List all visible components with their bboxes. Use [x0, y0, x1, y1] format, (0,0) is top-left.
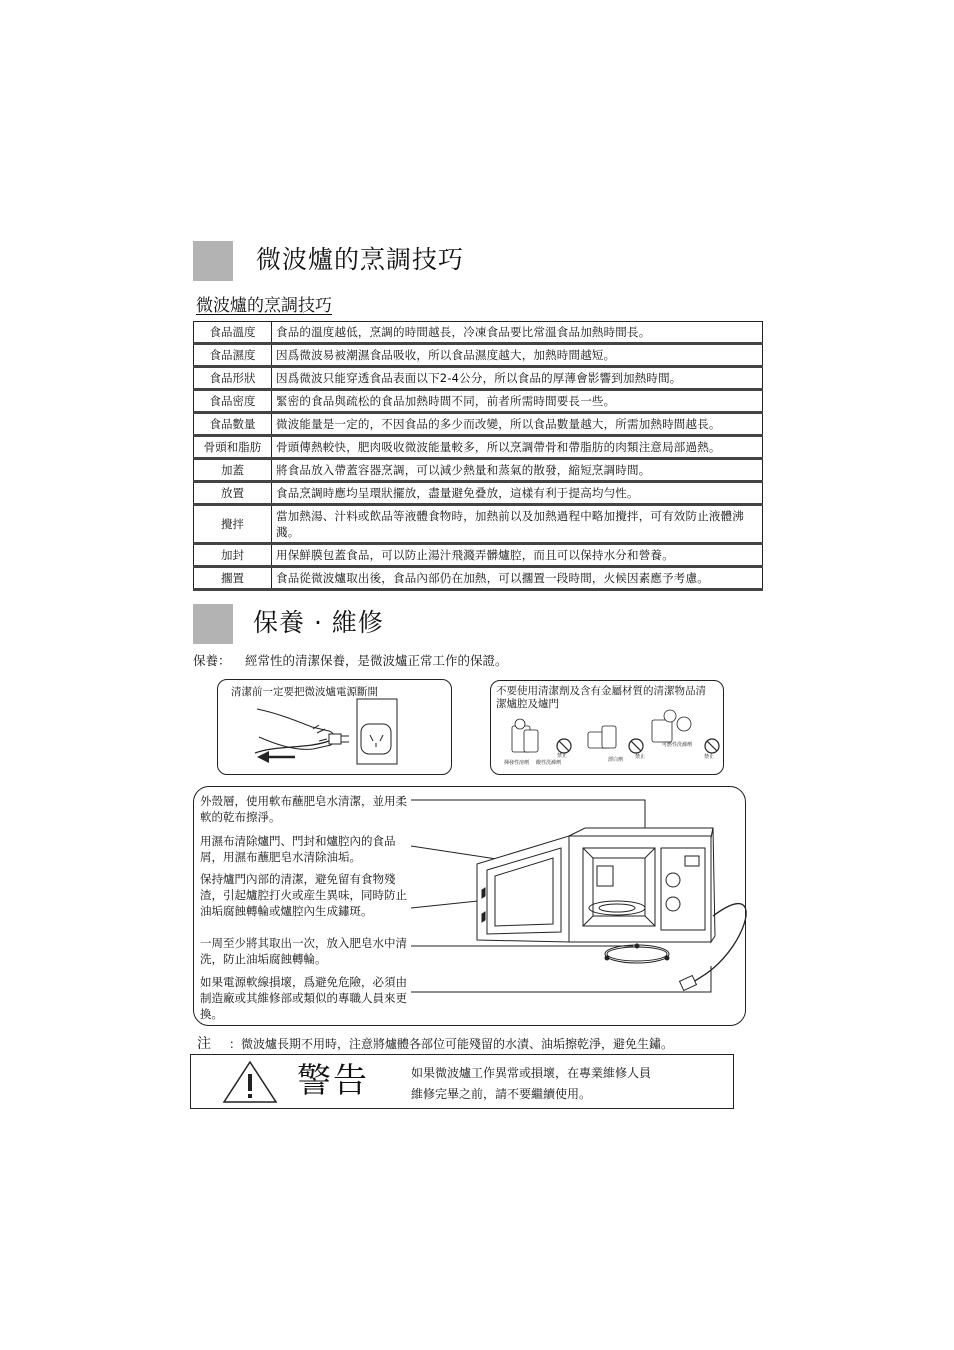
label-prohibited: 禁止: [704, 754, 715, 760]
section-marker: [193, 241, 233, 281]
no-cleaners-text: 不要使用清潔劑及含有金屬材質的清潔物品清潔爐腔及爐門: [496, 685, 706, 710]
note-text: ：微波爐長期不用時，注意將爐體各部位可能殘留的水漬、油垢擦乾淨，避免生鏽。: [229, 1037, 674, 1051]
tip-description: 因爲微波易被潮濕食品吸收，所以食品濕度越大，加熱時間越短。: [272, 344, 763, 367]
tip-factor: 加封: [194, 544, 272, 567]
tips-table-row: [194, 544, 763, 567]
tips-table-row: [194, 413, 763, 436]
label-prohibited: 禁止: [557, 753, 568, 759]
care-item-power-cord: 如果電源軟線損壞，爲避免危險，必須由制造廠或其維修部或類似的專職人員來更換。: [200, 975, 407, 1021]
tips-table-row: [194, 322, 763, 344]
tips-table-row: [194, 367, 763, 390]
warning-title: 警告: [297, 1061, 369, 1101]
tip-factor: 擱置: [194, 567, 272, 590]
tips-table-row: [194, 567, 763, 590]
cooking-tips-table: [193, 321, 763, 591]
intro-label: 保養：: [193, 653, 231, 668]
tip-description: 微波能量是一定的，不因食品的多少而改變，所以食品數量越大，所需加熱時間越長。: [272, 413, 763, 436]
label-volatile-solvent: 揮發性溶劑: [504, 760, 530, 766]
tip-factor: 攪拌: [194, 505, 272, 544]
warning-text: 如果微波爐工作異常或損壞，在專業維修人員維修完畢之前，請不要繼續使用。: [411, 1066, 652, 1101]
note-mark: 注: [197, 1036, 211, 1052]
tip-factor: 食品數量: [194, 413, 272, 436]
tip-description: 緊密的食品與疏松的食品加熱時間不同，前者所需時間要長一些。: [272, 390, 763, 413]
subtitle-cooking-tips: 微波爐的烹調技巧: [196, 296, 332, 316]
tips-table-row: [194, 344, 763, 367]
tip-description: 當加熱湯、汁料或飲品等液體食物時，加熱前以及加熱過程中略加攪拌，可有效防止液體沸濺。: [272, 505, 763, 544]
section-title-maintenance: 保養 · 維修: [253, 608, 384, 637]
tip-factor: 食品形狀: [194, 367, 272, 390]
tip-description: 食品從微波爐取出後，食品內部仍在加熱，可以擱置一段時間，火候因素應予考慮。: [272, 567, 763, 590]
tips-table-row: [194, 459, 763, 482]
tip-factor: 食品溫度: [194, 322, 272, 344]
section-marker: [193, 604, 233, 644]
tip-factor: 骨頭和脂肪: [194, 436, 272, 459]
maintenance-intro: [193, 651, 508, 669]
care-item-exterior: 外殼層，使用軟布蘸肥皂水清潔，並用柔軟的乾布擦淨。: [200, 794, 407, 824]
unplug-illustration: [217, 679, 450, 773]
care-item-door-inside: 保持爐門內部的清潔，避免留有食物殘渣，引起爐腔打火或産生異味，同時防止油垢腐蝕轉輪或爐腔內生成鏽斑。: [200, 872, 407, 918]
label-acidic-detergent: 酸性洗滌劑: [536, 760, 562, 766]
no-cleaners-illustration: [490, 680, 722, 773]
microwave-illustration: [193, 786, 744, 1024]
section-title-cooking-tips: 微波爐的烹調技巧: [256, 245, 465, 274]
tip-description: 將食品放入帶蓋容器烹調，可以減少熱量和蒸氣的散發，縮短烹調時間。: [272, 459, 763, 482]
storage-note: [197, 1033, 673, 1053]
tips-table-row: [194, 436, 763, 459]
label-bleach: 漂白劑: [608, 757, 624, 763]
tip-description: 食品烹調時應均呈環狀擺放，盡量避免叠放，這樣有利于提高均勻性。: [272, 482, 763, 505]
tip-description: 因爲微波只能穿透食品表面以下2-4公分，所以食品的厚薄會影響到加熱時間。: [272, 367, 763, 390]
tip-factor: 加蓋: [194, 459, 272, 482]
tip-description: 骨頭傳熱較快，肥肉吸收微波能量較多，所以烹調帶骨和帶脂肪的肉類注意局部過熱。: [272, 436, 763, 459]
label-prohibited: 禁止: [635, 754, 646, 760]
tip-factor: 食品密度: [194, 390, 272, 413]
tips-table-row: [194, 482, 763, 505]
tip-factor: 放置: [194, 482, 272, 505]
unplug-notice-text: 清潔前一定要把微波爐電源斷開: [231, 686, 378, 698]
tip-factor: 食品濕度: [194, 344, 272, 367]
care-item-turntable: 一周至少將其取出一次，放入肥皂水中清洗，防止油垢腐蝕轉輪。: [200, 936, 407, 966]
label-flammable-detergent: 可燃性洗滌劑: [662, 742, 693, 748]
tips-table-row: [194, 505, 763, 544]
care-item-door-seal: 用濕布清除爐門、門封和爐腔內的食品屑，用濕布蘸肥皂水清除油垢。: [200, 834, 396, 864]
tips-table-row: [194, 390, 763, 413]
tip-description: 用保鮮膜包蓋食品，可以防止湯汁飛濺弄髒爐腔，而且可以保持水分和營養。: [272, 544, 763, 567]
warning-triangle-icon: [222, 1060, 278, 1104]
tip-description: 食品的溫度越低，烹調的時間越長，冷凍食品要比常溫食品加熱時間長。: [272, 322, 763, 344]
intro-text: 經常性的清潔保養，是微波爐正常工作的保證。: [245, 653, 508, 668]
